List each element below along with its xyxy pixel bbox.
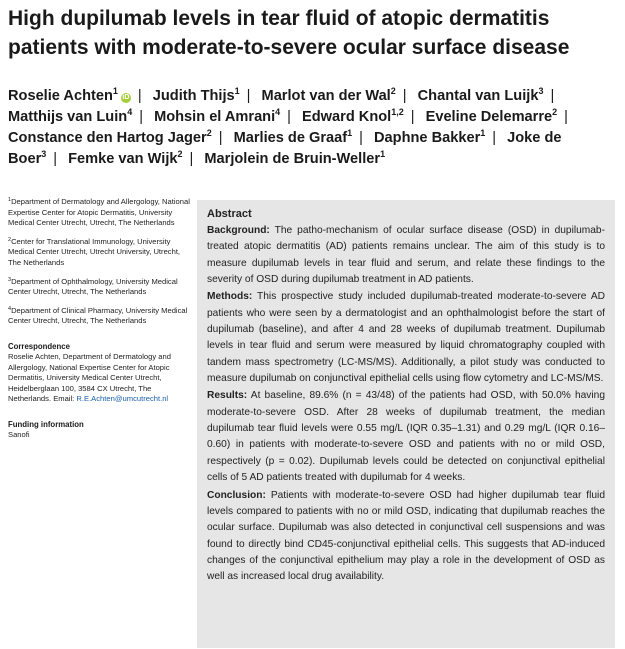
author-name[interactable]	[154, 109, 280, 125]
author-name-text: Marlies de Graaf	[233, 130, 348, 146]
affiliation-item	[8, 277, 193, 298]
author-affiliation-sup: 4	[127, 107, 133, 117]
author-affiliation-sup: 1	[347, 128, 353, 138]
author-name-text: Joke de Boer	[8, 130, 562, 167]
author-name-text: Constance den Hartog Jager	[8, 130, 207, 146]
author-separator: |	[218, 130, 223, 146]
author-name[interactable]	[262, 88, 396, 104]
author-separator: |	[410, 109, 415, 125]
author-separator: |	[402, 88, 407, 104]
abstract-section-text: This prospective study included dupilumab-treated moderate-to-severe AD patients who were seen by a dermatologist and an ophthalmologist before the start of dupilumab (baseline), and after 4 and 28 weeks of dupilumab treatment. Dupilumab levels in tear fluid and serum were measured by liquid chromatography coupled with tandem mass spectrometry (LC-MS/MS). Additionally, a pilot study was conducted to measure dupilumab on conjunctival epithelial cells using flow cytometry and LC-MS/MS.	[207, 291, 605, 385]
author-affiliation-sup: 1	[380, 149, 386, 159]
affiliation-text: Department of Clinical Pharmacy, University Medical Center Utrecht, Utrecht, The Netherlands	[8, 305, 188, 326]
abstract-section-label: Conclusion:	[207, 489, 266, 501]
abstract-body	[207, 223, 605, 586]
author-name[interactable]	[68, 151, 182, 167]
author-name[interactable]	[426, 109, 558, 125]
author-name[interactable]	[418, 88, 544, 104]
author-separator: |	[137, 88, 142, 104]
affiliation-text: Department of Ophthalmology, University Medical Center Utrecht, Utrecht, The Netherlands	[8, 276, 178, 297]
author-affiliation-sup: 2	[206, 128, 212, 138]
orcid-icon[interactable]: iD	[122, 94, 130, 101]
author-separator: |	[359, 130, 363, 146]
abstract-section-text: Patients with moderate-to-severe OSD had higher dupilumab tear fluid levels compared to patients with no or mild OSD, indicating that dupilumab reaches the ocular surface. Dupilumab was also detected in conjunctival cell suspensions and was found to directly bind CD45-conjunctival epithelial cells. This suggests that AD-induced changes of the conjunctival epithelium may play a role in the development of OSD as well as increased local drug availability.	[207, 489, 605, 583]
author-name[interactable]	[302, 109, 404, 125]
author-affiliation-sup: 1	[112, 86, 118, 96]
author-separator: |	[492, 130, 497, 146]
author-name[interactable]	[8, 88, 131, 104]
affiliation-text: Center for Translational Immunology, University Medical Center Utrecht, Utrecht University, Utrecht, The Netherlands	[8, 236, 181, 267]
abstract-section-label: Results:	[207, 390, 248, 402]
abstract-section	[207, 223, 605, 288]
author-separator: |	[139, 109, 143, 125]
correspondence-heading: Correspondence	[8, 341, 70, 351]
author-separator: |	[550, 88, 555, 104]
abstract-section-text: At baseline, 89.6% (n = 43/48) of the patients had OSD, with 50.0% having moderate-to-severe OSD. After 28 weeks of dupilumab treatment, the median dupilumab tear fluid levels were 0.55 mg/L (IQR 0.35–1.31) and 0.29 mg/L (IQR 0.16–0.60) in patients with moderate-to-severe OSD and patients with no or mild OSD, respectively (p = 0.02). Dupilumab levels could be detected on conjunctival epithelial cells of 5 AD patients treated with dupilumab for 4 weeks.	[207, 390, 605, 484]
abstract-box	[197, 200, 615, 648]
author-affiliation-sup: 1	[480, 128, 486, 138]
author-list	[8, 86, 620, 170]
correspondence-address: Roselie Achten, Department of Dermatology and Allergology, National Expertise Center for Atopic Dermatitis, University Medical Center Utrecht, Heidelberglaan 100, 3584 CX Utrecht, The Netherlands.	[8, 351, 171, 404]
author-affiliation-sup: 3	[41, 149, 47, 159]
author-name-text: Femke van Wijk	[68, 151, 178, 167]
affiliation-number: 4	[8, 305, 12, 312]
author-affiliation-sup: 1	[234, 86, 240, 96]
author-name-text: Matthijs van Luin	[8, 109, 128, 125]
affiliation-item	[8, 306, 193, 327]
author-name-text: Marlot van der Wal	[261, 88, 391, 104]
paper-title: High dupilumab levels in tear fluid of atopic dermatitis patients with moderate-to-severe ocular surface disease	[8, 7, 570, 59]
author-separator: |	[287, 109, 291, 125]
author-name-text: Eveline Delemarre	[425, 109, 553, 125]
left-sidebar	[8, 197, 193, 441]
author-separator: |	[189, 151, 194, 167]
author-name-text: Daphne Bakker	[374, 130, 481, 146]
author-affiliation-sup: 2	[390, 86, 396, 96]
abstract-section	[207, 289, 605, 387]
author-name[interactable]	[234, 130, 353, 146]
abstract-section-label: Methods:	[207, 291, 253, 303]
affiliation-text: Department of Dermatology and Allergology, National Expertise Center for Atopic Dermatitis, University Medical Center Utrecht, Utrecht, The Netherlands	[8, 197, 190, 228]
abstract-section	[207, 388, 605, 486]
author-name[interactable]	[8, 130, 212, 146]
author-separator: |	[564, 109, 568, 125]
author-separator: |	[246, 88, 251, 104]
author-name[interactable]	[8, 109, 132, 125]
funding-text: Sanofi	[8, 429, 30, 439]
affiliation-item	[8, 237, 193, 269]
abstract-section	[207, 488, 605, 586]
author-affiliation-sup: 4	[275, 107, 281, 117]
author-name[interactable]	[153, 88, 240, 104]
author-separator: |	[53, 151, 58, 167]
author-affiliation-sup: 2	[552, 107, 558, 117]
author-name-text: Mohsin el Amrani	[154, 109, 276, 125]
author-name-text: Chantal van Luijk	[417, 88, 539, 104]
author-name-text: Edward Knol	[302, 109, 392, 125]
author-affiliation-sup: 2	[177, 149, 183, 159]
author-affiliation-sup: 1,2	[391, 107, 404, 117]
correspondence-text	[8, 352, 193, 405]
author-name-text: Judith Thijs	[152, 88, 235, 104]
email-link[interactable]: R.E.Achten@umcutrecht.nl	[76, 394, 169, 404]
funding-heading: Funding information	[8, 419, 84, 429]
abstract-heading: Abstract	[207, 208, 252, 220]
author-affiliation-sup: 3	[538, 86, 544, 96]
affiliation-number: 3	[8, 276, 12, 283]
abstract-section-text: The patho-mechanism of ocular surface disease (OSD) in dupilumab-treated atopic dermatitis (AD) patients remains unclear. The aim of this study is to measure dupilumab levels in tear fluid and serum, and relate these findings to the severity of OSD during dupilumab treatment in AD patients.	[207, 225, 605, 286]
author-name-text: Marjolein de Bruin-Weller	[204, 151, 381, 167]
affiliation-number: 1	[8, 197, 12, 203]
email-label: Email:	[53, 394, 77, 404]
author-name[interactable]	[374, 130, 485, 146]
author-name[interactable]	[204, 151, 385, 167]
affiliation-item	[8, 197, 193, 229]
affiliations	[8, 197, 193, 327]
author-name-text: Roselie Achten	[8, 88, 113, 104]
abstract-section-label: Background:	[207, 225, 270, 236]
affiliation-number: 2	[8, 236, 12, 243]
